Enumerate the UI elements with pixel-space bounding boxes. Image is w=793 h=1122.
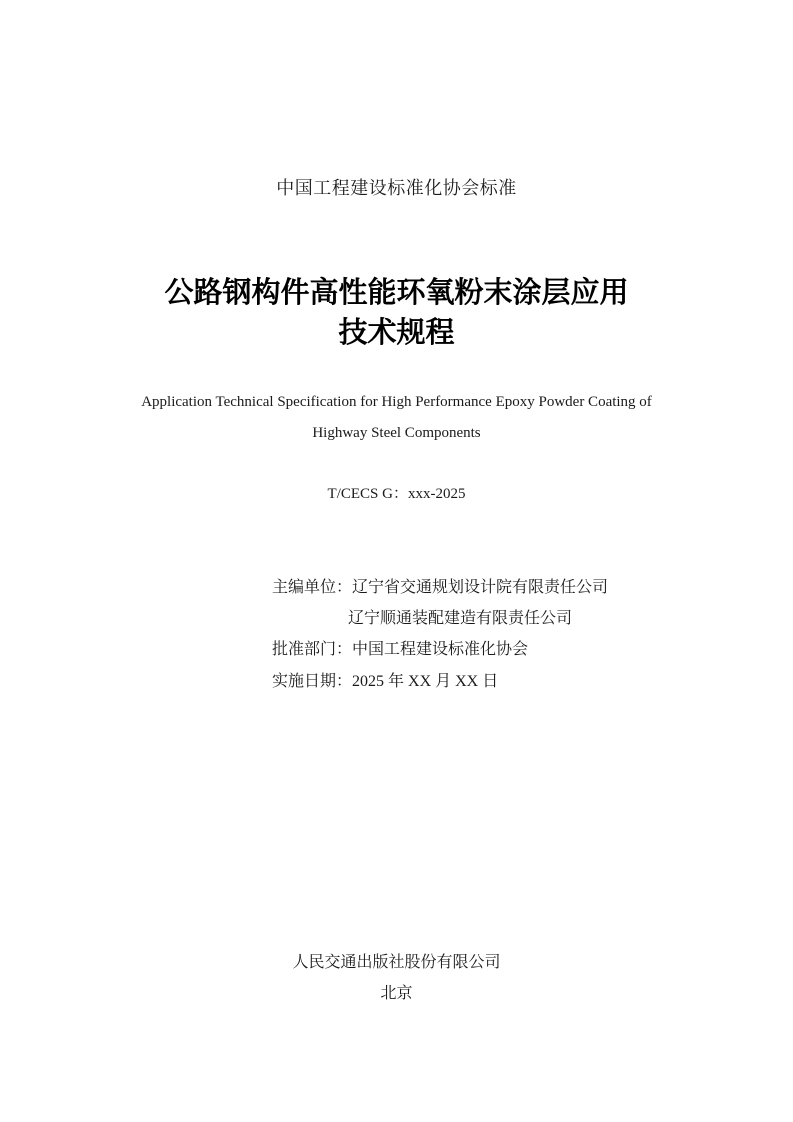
approval-row: [272, 640, 528, 660]
document-title-line-1: 公路钢构件高性能环氧粉末涂层应用: [164, 277, 629, 309]
standard-series: 中国工程建设标准化协会标准: [276, 178, 517, 198]
standard-code: T/CECS G：xxx-2025: [327, 486, 466, 502]
effective-date-label: 实施日期：: [272, 673, 353, 690]
chief-editor-row: [272, 578, 608, 598]
approval-department: 中国工程建设标准化协会: [352, 641, 529, 658]
approval-label: 批准部门：: [272, 641, 353, 658]
english-title-line-2: Highway Steel Components: [312, 425, 481, 441]
effective-date-row: [272, 672, 498, 692]
chief-editor-1: 辽宁省交通规划设计院有限责任公司: [352, 579, 609, 596]
publisher-city: 北京: [380, 985, 413, 1002]
chief-editor-2: 辽宁顺通装配建造有限责任公司: [348, 610, 573, 627]
publisher-name: 人民交通出版社股份有限公司: [292, 954, 501, 971]
chief-editor-label: 主编单位：: [272, 579, 353, 596]
english-title-line-1: Application Technical Specification for High Performance Epoxy Powder Coating of: [141, 394, 652, 410]
effective-date: 2025 年 XX 月 XX 日: [352, 673, 499, 690]
document-title-line-2: 技术规程: [338, 317, 455, 349]
